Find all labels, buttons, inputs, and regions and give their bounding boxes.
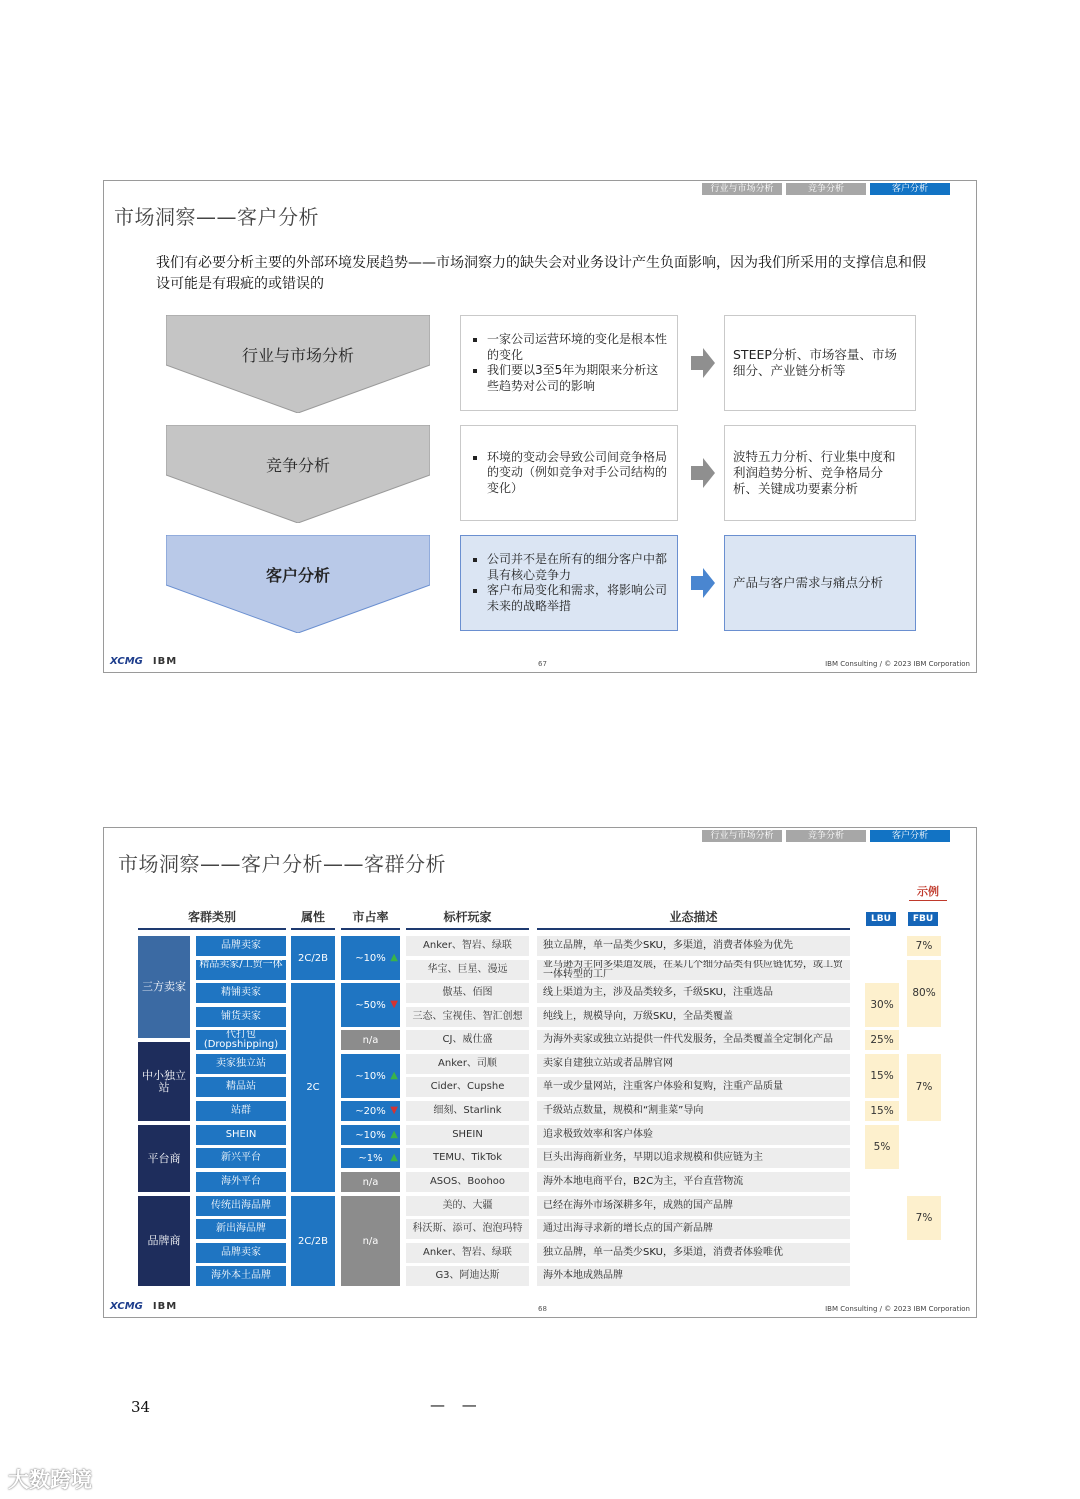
footer-logos	[110, 656, 177, 667]
market-share-cell	[341, 1125, 400, 1145]
slide-customer-analysis	[103, 180, 977, 673]
business-description: 单一或少量网站，注重客户体验和复购，注重产品质量	[537, 1077, 850, 1097]
sub-category: 传统出海品牌	[196, 1196, 286, 1216]
benchmark-players: Cider、Cupshe	[406, 1077, 529, 1097]
business-description: 独立品牌，单一品类少SKU，多渠道，消费者体验为优先	[537, 936, 850, 956]
chevron-label: 客户分析	[265, 566, 330, 585]
sub-category: 站群	[196, 1101, 286, 1121]
benchmark-players: 科沃斯、添可、泡泡玛特	[406, 1219, 529, 1239]
business-description: 千级站点数量，规模和“割韭菜”导向	[537, 1101, 850, 1121]
benchmark-players: ASOS、Boohoo	[406, 1172, 529, 1192]
description-box	[460, 315, 678, 411]
benchmark-players: G3、阿迪达斯	[406, 1266, 529, 1286]
market-share-value: ~50%	[355, 999, 386, 1011]
benchmark-players: 美的、大疆	[406, 1196, 529, 1216]
result-box: 波特五力分析、行业集中度和利润趋势分析、竞争格局分析、关键成功要素分析	[724, 425, 916, 521]
header-category: 客群类别	[138, 908, 286, 930]
sub-category: 海外平台	[196, 1172, 286, 1192]
page-dash: — —	[430, 1396, 483, 1414]
business-description: 已经在海外市场深耕多年，成熟的国产品牌	[537, 1196, 850, 1216]
fbu-value: 7%	[907, 936, 941, 956]
market-share-value: n/a	[362, 1176, 379, 1188]
market-share-value: n/a	[362, 1235, 379, 1247]
lbu-value: 15%	[865, 1101, 899, 1121]
header-lbu: LBU	[866, 912, 896, 926]
market-share-cell	[341, 1030, 400, 1050]
market-share-value: ~1%	[358, 1152, 383, 1164]
intro-text: 我们有必要分析主要的外部环境发展趋势——市场洞察力的缺失会对业务设计产生负面影响，因为我们所采用的支撑信息和假设可能是有瑕疵的或错误的	[156, 255, 926, 292]
market-share-cell	[341, 1196, 400, 1286]
market-share-cell	[341, 1054, 400, 1098]
benchmark-players: CJ、威仕盛	[406, 1030, 529, 1050]
header-players: 标杆玩家	[406, 908, 529, 930]
market-share-value: n/a	[362, 1034, 379, 1046]
sub-category: 新出海品牌	[196, 1219, 286, 1239]
copyright: IBM Consulting / © 2023 IBM Corporation	[825, 1305, 970, 1313]
arrow-up-icon: ▲	[390, 952, 398, 963]
description-box	[460, 535, 678, 631]
arrow-up-icon: ▲	[390, 1152, 398, 1163]
header-fbu: FBU	[908, 912, 938, 926]
chevron-label: 行业与市场分析	[241, 346, 354, 365]
fbu-value: 7%	[907, 1054, 941, 1121]
market-share-value: ~20%	[355, 1105, 386, 1117]
benchmark-players: 华宝、巨星、漫远	[406, 960, 529, 980]
chevron-label: 竞争分析	[265, 456, 330, 475]
tab-customer[interactable]: 客户分析	[870, 830, 950, 842]
business-description: 海外本地成熟品牌	[537, 1266, 850, 1286]
lbu-value: 15%	[865, 1054, 899, 1098]
chevron-competition	[166, 425, 430, 523]
arrow-right-icon	[691, 458, 715, 488]
business-description: 为海外卖家或独立站提供一件代发服务，全品类覆盖全定制化产品	[537, 1030, 850, 1050]
xcmg-logo: XCMG	[110, 1301, 143, 1312]
arrow-right-icon	[691, 348, 715, 378]
sub-category: 精品卖家/工贸一体	[196, 960, 286, 980]
ibm-logo: IBM	[152, 656, 178, 667]
market-share-cell	[341, 983, 400, 1027]
tab-customer[interactable]: 客户分析	[870, 183, 950, 195]
benchmark-players: 傲基、佰图	[406, 983, 529, 1003]
fbu-value: 7%	[907, 1196, 941, 1240]
tab-industry-market[interactable]: 行业与市场分析	[702, 183, 782, 195]
slide-segment-analysis	[103, 827, 977, 1318]
business-description: 巨头出海商新业务，早期以追求规模和供应链为主	[537, 1148, 850, 1168]
slide-title: 市场洞察——客户分析——客群分析	[118, 852, 446, 876]
footer-logos	[110, 1301, 177, 1312]
market-share-cell	[341, 1148, 400, 1168]
bullet-item: ▪ 一家公司运营环境的变化是根本性的变化	[487, 332, 669, 363]
business-description: 通过出海寻求新的增长点的国产新品牌	[537, 1219, 850, 1239]
fbu-value: 80%	[907, 960, 941, 1027]
business-description: 追求极致效率和客户体验	[537, 1125, 850, 1145]
header-desc: 业态描述	[537, 908, 850, 930]
result-box: 产品与客户需求与痛点分析	[724, 535, 916, 631]
arrow-down-icon: ▼	[390, 1105, 398, 1116]
bullet-item: ▪ 公司并不是在所有的细分客户中都具有核心竞争力	[487, 552, 669, 583]
sub-category: 代打包(Dropshipping)	[196, 1030, 286, 1050]
section-tabs	[702, 183, 950, 195]
header-attr: 属性	[291, 908, 335, 930]
business-description: 线上渠道为主，涉及品类较多，千级SKU，注重选品	[537, 983, 850, 1003]
business-description: 海外本地电商平台，B2C为主，平台直营物流	[537, 1172, 850, 1192]
market-share-value: ~10%	[355, 952, 386, 964]
sub-category: 精品站	[196, 1077, 286, 1097]
slide-title: 市场洞察——客户分析	[114, 205, 319, 229]
document-page-number: 34	[131, 1398, 151, 1416]
slide-page-number: 68	[538, 1305, 547, 1313]
chevron-industry	[166, 315, 430, 413]
arrow-up-icon: ▲	[390, 1129, 398, 1140]
market-share-value: ~10%	[355, 1070, 386, 1082]
benchmark-players: 细刻、Starlink	[406, 1101, 529, 1121]
arrow-up-icon: ▲	[390, 1070, 398, 1081]
ibm-logo: IBM	[152, 1301, 178, 1312]
section-tabs	[702, 830, 950, 842]
market-share-cell	[341, 936, 400, 980]
group-third-party-sellers: 三方卖家	[138, 936, 190, 1038]
market-share-cell	[341, 1101, 400, 1121]
slide-page-number: 67	[538, 660, 547, 668]
chevron-customer	[166, 535, 430, 633]
description-box	[460, 425, 678, 521]
group-platforms: 平台商	[138, 1125, 190, 1192]
copyright: IBM Consulting / © 2023 IBM Corporation	[825, 660, 970, 668]
sub-category: 新兴平台	[196, 1148, 286, 1168]
business-description: 独立品牌，单一品类少SKU，多渠道，消费者体验唯优	[537, 1243, 850, 1263]
tab-industry-market[interactable]: 行业与市场分析	[702, 830, 782, 842]
benchmark-players: Anker、司顺	[406, 1054, 529, 1074]
sub-category: 铺货卖家	[196, 1007, 286, 1027]
sub-category: 品牌卖家	[196, 1243, 286, 1263]
lbu-value: 30%	[865, 983, 899, 1027]
bullet-item: ▪ 我们要以3至5年为期限来分析这些趋势对公司的影响	[487, 363, 669, 394]
sub-category: 海外本土品牌	[196, 1266, 286, 1286]
benchmark-players: Anker、智岩、绿联	[406, 936, 529, 956]
group-independent-sites: 中小独立站	[138, 1042, 190, 1121]
example-label: 示例	[909, 883, 947, 901]
benchmark-players: Anker、智岩、绿联	[406, 1243, 529, 1263]
bullet-item: ▪ 客户布局变化和需求，将影响公司未来的战略举措	[487, 583, 669, 614]
header-share: 市占率	[341, 908, 400, 930]
sub-category: SHEIN	[196, 1125, 286, 1145]
sub-category: 卖家独立站	[196, 1054, 286, 1074]
market-share-cell	[341, 1172, 400, 1192]
result-box: STEEP分析、市场容量、市场细分、产业链分析等	[724, 315, 916, 411]
benchmark-players: SHEIN	[406, 1125, 529, 1145]
tab-competition[interactable]: 竞争分析	[786, 830, 866, 842]
attribute-cell: 2C/2B	[291, 936, 335, 980]
lbu-value: 5%	[865, 1125, 899, 1169]
xcmg-logo: XCMG	[110, 656, 143, 667]
benchmark-players: 三态、宝视佳、智汇创想	[406, 1007, 529, 1027]
tab-competition[interactable]: 竞争分析	[786, 183, 866, 195]
arrow-down-icon: ▼	[390, 999, 398, 1010]
sub-category: 精铺卖家	[196, 983, 286, 1003]
sub-category: 品牌卖家	[196, 936, 286, 956]
bullet-item: ▪ 环境的变动会导致公司间竞争格局的变动（例如竞争对手公司结构的变化）	[487, 450, 669, 497]
benchmark-players: TEMU、TikTok	[406, 1148, 529, 1168]
attribute-cell: 2C/2B	[291, 1196, 335, 1286]
watermark: 大数跨境	[8, 1468, 92, 1492]
arrow-right-icon	[691, 568, 715, 598]
market-share-value: ~10%	[355, 1129, 386, 1141]
attribute-cell: 2C	[291, 983, 335, 1192]
business-description: 亚马逊为主向多渠道发展，在某几个细分品类有供应链优势，或工贸一体转型的工厂	[537, 960, 850, 980]
business-description: 卖家自建独立站或者品牌官网	[537, 1054, 850, 1074]
group-brands: 品牌商	[138, 1196, 190, 1286]
business-description: 纯线上，规模导向，万级SKU，全品类覆盖	[537, 1007, 850, 1027]
lbu-value: 25%	[865, 1030, 899, 1050]
